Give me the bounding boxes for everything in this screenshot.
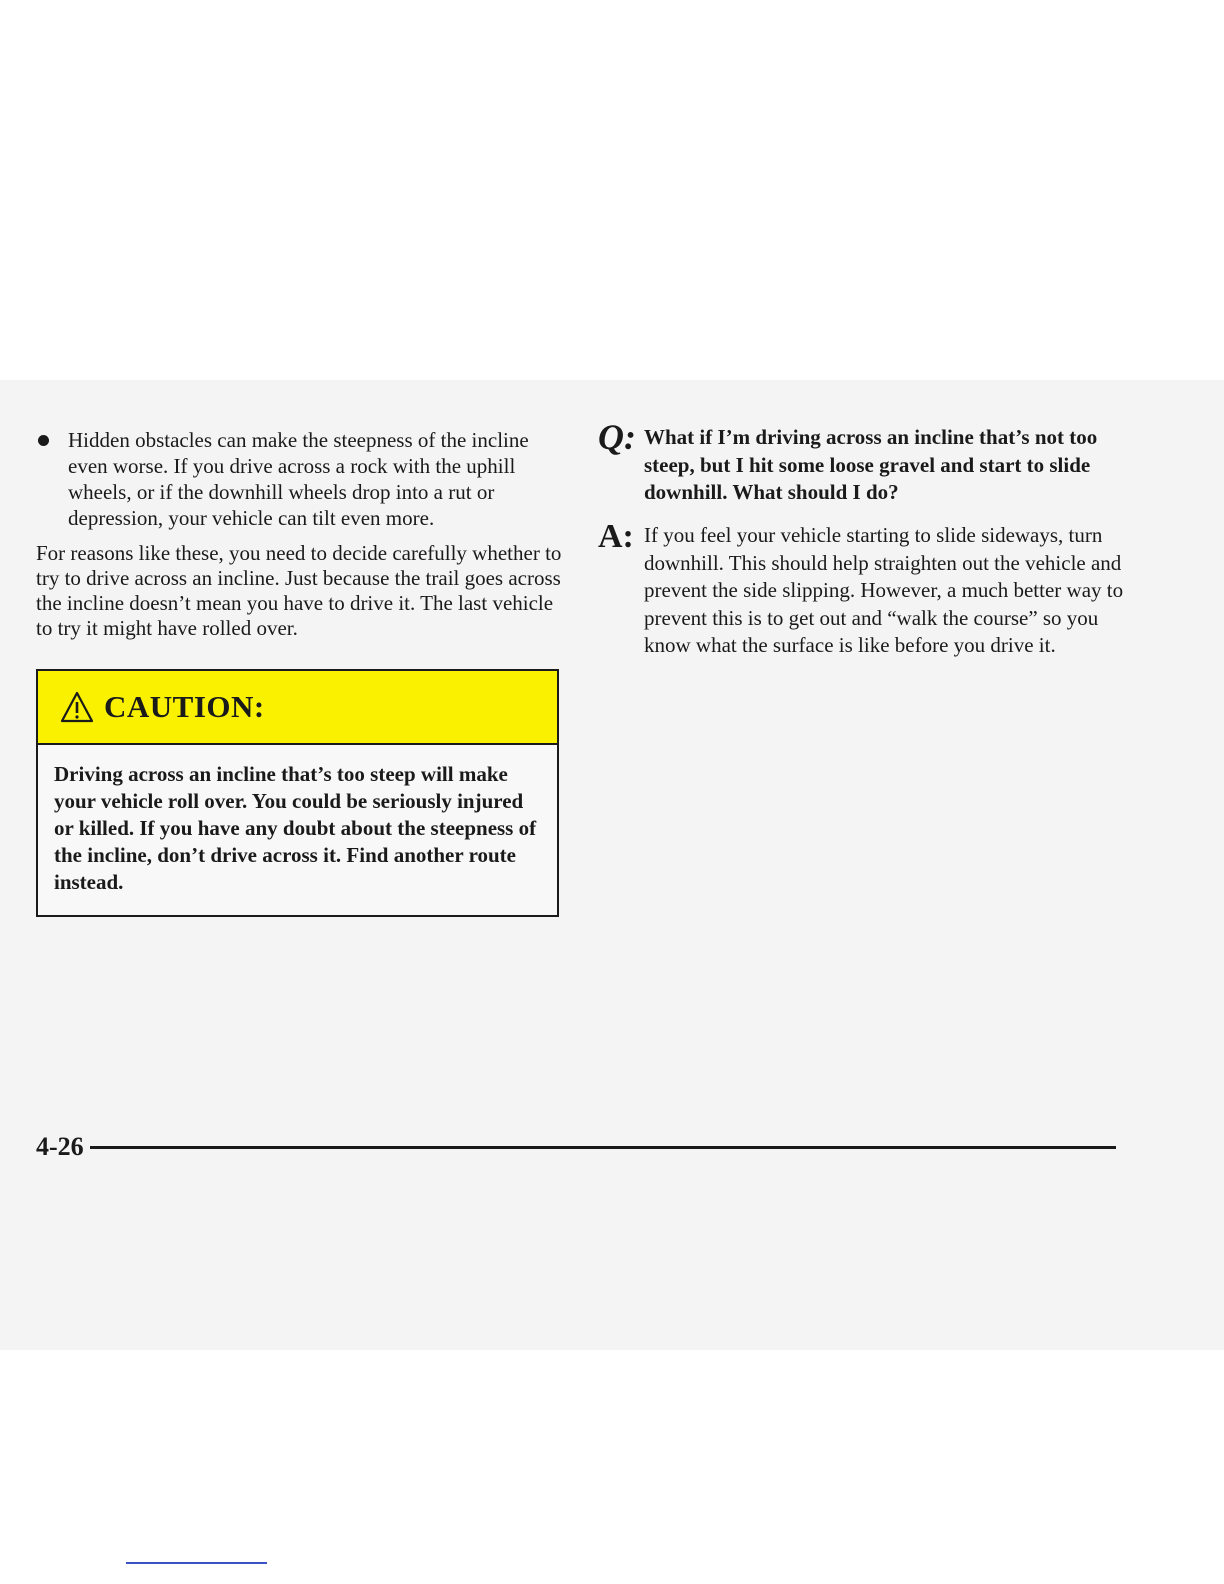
warning-triangle-icon: [60, 691, 94, 723]
bullet-item: [36, 427, 566, 531]
answer-text: If you feel your vehicle starting to slide sideways, turn downhill. This should help straighten out the vehicle and prevent the side slipping. However, a much better way to prevent this is to get out and “walk the course” so you know what the surface is like before you drive it.: [644, 523, 1124, 657]
page-number: 4-26: [36, 1132, 84, 1161]
bullet-text: Hidden obstacles can make the steepness of the incline even worse. If you drive across a rock with the uphill wheels, or if the downhill wheels drop into a rut or depression, your vehicle can tilt even more.: [68, 428, 529, 530]
question-text: What if I’m driving across an incline that’s not too steep, but I hit some loose gravel and start to slide downhill. What should I do?: [644, 425, 1098, 504]
answer-block: [598, 518, 1128, 660]
caution-body: Driving across an incline that’s too steep will make your vehicle roll over. You could be seriously injured or killed. If you have any doubt about the steepness of the incline, don’t drive across it. Find another route instead.: [54, 762, 537, 894]
answer-marker: A:: [598, 518, 634, 555]
bottom-link-underline[interactable]: [126, 1562, 267, 1564]
bullet-icon: [38, 435, 49, 446]
caution-header: [38, 671, 557, 745]
left-column: [36, 427, 566, 641]
caution-box: [36, 669, 559, 917]
body-paragraph: For reasons like these, you need to decide carefully whether to try to drive across an incline. Just because the trail goes across the incline doesn’t mean you have to drive it. The last vehicle to try it might have rolled over.: [36, 541, 562, 640]
footer-rule: [90, 1146, 1116, 1149]
caution-title: CAUTION:: [104, 689, 265, 724]
page-footer: [36, 1132, 1116, 1162]
question-marker: Q:: [598, 417, 636, 457]
question-block: [598, 417, 1128, 507]
